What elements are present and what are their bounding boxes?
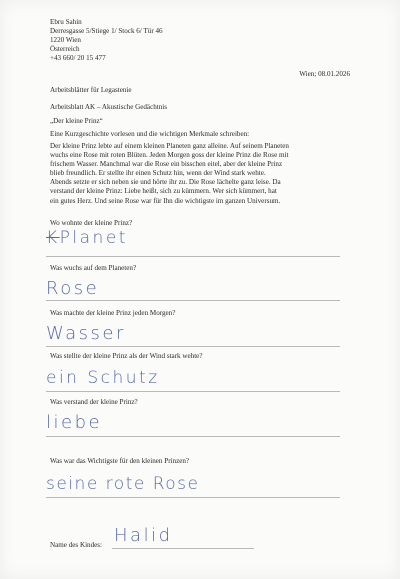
- answer-3: Wasser: [46, 323, 126, 344]
- answer-line: [46, 346, 340, 347]
- series-title: Arbeitsblätter für Legastenie: [50, 86, 132, 94]
- sender-name: Ebru Sahin: [50, 18, 82, 26]
- story-line: ein gutes Herz. Und seine Rose war für Ihn die wichtigste im ganzen Universum.: [50, 196, 281, 205]
- sender-city: 1220 Wien: [50, 36, 81, 44]
- answer-1-text: Planet: [59, 228, 128, 248]
- answer-line: [46, 300, 340, 301]
- sender-address: [50, 18, 163, 63]
- answer-1: [46, 228, 128, 248]
- signature-line: [112, 548, 254, 549]
- sender-street: Derresgasse 5/Stiege 1/ Stock 6/ Tür 46: [50, 27, 163, 35]
- story-text: [50, 142, 350, 206]
- story-line: Abends setzte er sich neben sie und hörte ihr zu. Die Rose lächelte ganz leise. Da: [50, 178, 281, 187]
- sender-country: Österreich: [50, 45, 80, 53]
- answer-line: [46, 256, 340, 257]
- story-title: „Der kleine Prinz“: [50, 117, 103, 125]
- story-line: wuchs eine Rose mit roten Blüten. Jeden Morgen goss der kleine Prinz die Rose mit: [50, 151, 289, 160]
- answer-5: liebe: [46, 412, 103, 433]
- instruction: Eine Kurzgeschichte vorlesen und die wichtigen Merkmale schreiben:: [50, 130, 250, 138]
- story-line: Der kleine Prinz lebte auf einem kleinen Planeten ganz alleine. Auf seinem Planeten: [50, 142, 289, 150]
- question-2: Was wuchs auf dem Planeten?: [50, 264, 137, 272]
- signature-label: Name des Kindes:: [50, 541, 103, 549]
- question-5: Was verstand der kleine Prinz?: [50, 398, 138, 406]
- question-4: Was stellte der kleine Prinz als der Wind stark wehte?: [50, 352, 203, 360]
- crossed-out-letter: K: [46, 228, 60, 248]
- answer-4: ein Schutz: [46, 368, 160, 388]
- answer-line: [46, 436, 340, 437]
- answer-line: [46, 391, 340, 392]
- date: Wien; 08.01.2026: [299, 70, 350, 78]
- story-line: frischem Wasser. Manchmal war die Rose ein bisschen eitel, aber der kleine Prinz: [50, 160, 283, 169]
- answer-2: Rose: [46, 278, 100, 299]
- sheet-title: Arbeitsblatt AK – Akustische Gedächtnis: [50, 103, 168, 111]
- sender-phone: +43 660/ 20 15 477: [50, 54, 106, 62]
- story-line: blieb freundlich. Er stellte ihr einen Schutz hin, wenn der Wind stark wehte.: [50, 169, 266, 178]
- question-1: Wo wohnte der kleine Prinz?: [50, 219, 133, 227]
- answer-line: [46, 497, 340, 498]
- question-6: Was war das Wichtigste für den kleinen Prinzen?: [50, 457, 190, 465]
- signature-name: Halid: [114, 525, 173, 546]
- answer-6: seine rote Rose: [46, 474, 200, 494]
- question-3: Was machte der kleine Prinz jeden Morgen?: [50, 309, 176, 317]
- story-line: verstand der kleine Prinz: Liebe heißt, sich zu kümmern. Wer sich kümmert, hat: [50, 187, 277, 196]
